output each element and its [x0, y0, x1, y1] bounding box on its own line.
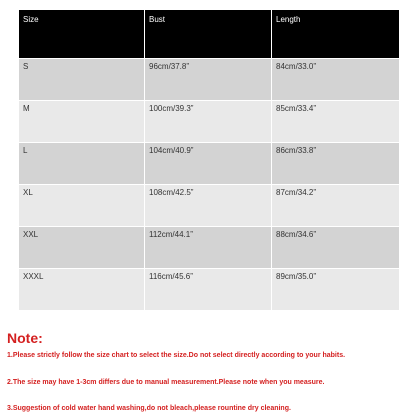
- cell-bust: 112cm/44.1”: [145, 227, 272, 269]
- cell-bust: 108cm/42.5”: [145, 185, 272, 227]
- cell-length: 86cm/33.8”: [272, 143, 400, 185]
- table-row: [19, 143, 400, 185]
- cell-bust: 104cm/40.9”: [145, 143, 272, 185]
- cell-length: 88cm/34.6”: [272, 227, 400, 269]
- size-chart-table: [18, 9, 400, 311]
- cell-size: XXXL: [19, 269, 145, 311]
- table-row: [19, 227, 400, 269]
- table-row: [19, 101, 400, 143]
- cell-bust: 100cm/39.3”: [145, 101, 272, 143]
- cell-bust: 116cm/45.6”: [145, 269, 272, 311]
- cell-bust: 96cm/37.8”: [145, 59, 272, 101]
- cell-size: L: [19, 143, 145, 185]
- cell-size: XL: [19, 185, 145, 227]
- cell-length: 84cm/33.0”: [272, 59, 400, 101]
- header-bust: Bust: [145, 10, 272, 59]
- cell-size: S: [19, 59, 145, 101]
- note-line-2: 2.The size may have 1-3cm differs due to manual measurement.Please note when you measure.: [7, 379, 325, 386]
- table-row: [19, 269, 400, 311]
- table-row: [19, 185, 400, 227]
- note-title: Note:: [7, 330, 43, 346]
- note-line-3: 3.Suggestion of cold water hand washing,do not bleach,please rountine dry cleaning.: [7, 405, 291, 412]
- cell-length: 89cm/35.0”: [272, 269, 400, 311]
- header-size: Size: [19, 10, 145, 59]
- cell-size: XXL: [19, 227, 145, 269]
- header-length: Length: [272, 10, 400, 59]
- cell-length: 85cm/33.4”: [272, 101, 400, 143]
- note-line-1: 1.Please strictly follow the size chart to select the size.Do not select directly according to your habits.: [7, 352, 346, 359]
- cell-length: 87cm/34.2”: [272, 185, 400, 227]
- cell-size: M: [19, 101, 145, 143]
- table-row: [19, 59, 400, 101]
- table-header-row: [19, 10, 400, 59]
